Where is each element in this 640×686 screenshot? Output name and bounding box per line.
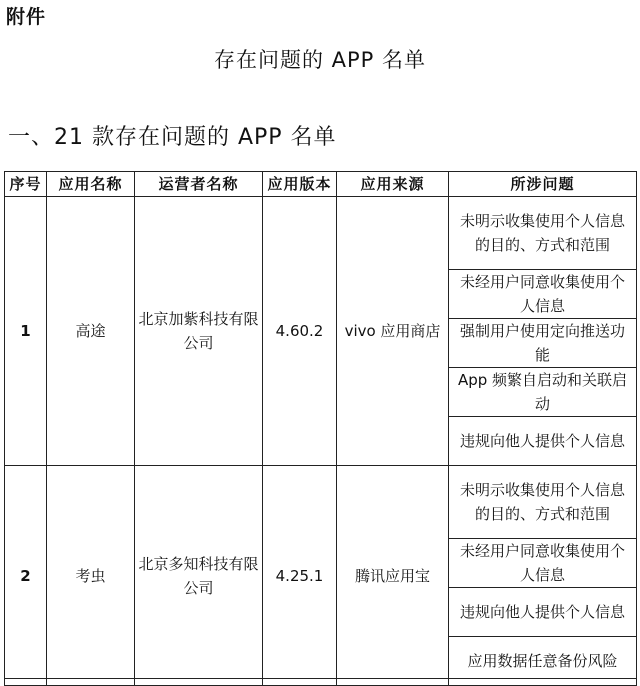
operator-cell: 北京多知科技有限公司 [135,466,263,686]
app-name-cell: 高途 [47,197,135,466]
col-header-issues: 所涉问题 [449,172,637,197]
version-cell: 4.60.2 [263,197,337,466]
issue-cell: 违规向他人提供个人信息 [449,588,637,637]
document-title: 存在问题的 APP 名单 [213,48,427,72]
col-header-operator: 运营者名称 [135,172,263,197]
issue-cell: 强制用户使用定向推送功能 [449,319,637,368]
table-body [5,197,637,686]
table-header [5,172,637,197]
source-cell: vivo 应用商店 [337,197,449,466]
attachment-label: 附件 [6,6,47,28]
source-cell: 腾讯应用宝 [337,466,449,686]
issue-cell: 未明示收集使用个人信息的目的、方式和范围 [449,466,637,539]
issue-cell: 未经用户同意收集使用个人信息 [449,539,637,588]
issue-cell: 违规向他人提供个人信息 [449,417,637,466]
col-header-no: 序号 [5,172,47,197]
issue-cell: 应用数据任意备份风险 [449,637,637,686]
section-heading: 一、21 款存在问题的 APP 名单 [8,125,337,150]
table-row [5,466,637,539]
col-header-app-name: 应用名称 [47,172,135,197]
issue-cell: 未经用户同意收集使用个人信息 [449,270,637,319]
app-name-cell: 考虫 [47,466,135,686]
next-row-edge [4,678,636,683]
app-list-table [4,171,637,686]
operator-cell: 北京加紫科技有限公司 [135,197,263,466]
issue-cell: 未明示收集使用个人信息的目的、方式和范围 [449,197,637,270]
version-cell: 4.25.1 [263,466,337,686]
table-row [5,197,637,270]
col-header-version: 应用版本 [263,172,337,197]
header-row [5,172,637,197]
row-number: 2 [5,466,47,686]
issue-cell: App 频繁自启动和关联启动 [449,368,637,417]
row-number: 1 [5,197,47,466]
col-header-source: 应用来源 [337,172,449,197]
